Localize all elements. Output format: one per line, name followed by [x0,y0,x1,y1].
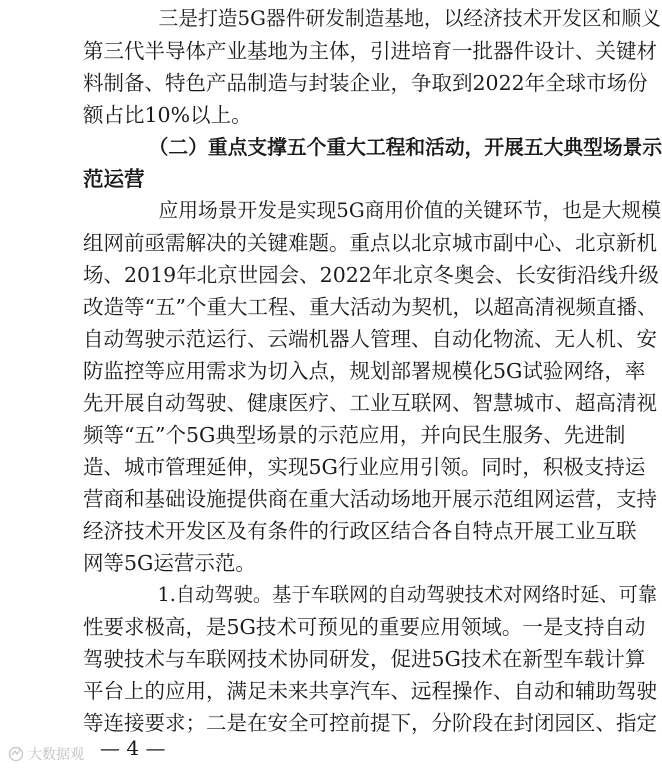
section-heading: （二）重点支撑五个重大工程和活动，开展五大典型场景示 [119,135,662,159]
text-line: 料制备、特色产品制造与封装企业，争取到2022年全球市场份 [83,71,648,95]
text-line: 自动驾驶示范运行、云端机器人管理、自动化物流、无人机、安 [83,327,657,351]
text-line: 驾驶技术与车联网技术协同研发，促进5G技术在新型车载计算 [83,647,646,671]
text-line: 应用场景开发是实现5G商用价值的关键环节，也是大规模 [119,199,661,222]
text-line: 等连接要求；二是在安全可控前提下，分阶段在封闭园区、指定 [83,711,657,735]
text-line: 经济技术开发区及有条件的行政区结合各自特点开展工业互联 [83,519,637,543]
text-line: 额占比10%以上。 [83,103,252,127]
text-line: 营商和基础设施提供商在重大活动场地开展示范组网运营，支持 [83,487,657,511]
section-heading: 范运营 [83,167,145,191]
text-line: 三是打造5G器件研发制造基地，以经济技术开发区和顺义 [119,7,661,30]
text-line: 场、2019年北京世园会、2022年北京冬奥会、长安街沿线升级 [83,263,659,287]
text-line: 防监控等应用需求为切入点，规划部署规模化5G试验网络，率 [83,359,646,383]
text-line: 先开展自动驾驶、健康医疗、工业互联网、智慧城市、超高清视 [83,391,657,415]
text-line: 网等5G运营示范。 [83,551,256,575]
watermark [8,744,84,764]
text-line: 平台上的应用，满足未来共享汽车、远程操作、自动和辅助驾驶 [83,679,657,703]
page-number: — 4 — [100,736,166,760]
text-line: 第三代半导体产业基地为主体，引进培育一批器件设计、关键材 [83,39,657,63]
text-line: 组网前亟需解决的关键难题。重点以北京城市副中心、北京新机 [83,231,657,255]
watermark-logo-icon [8,746,24,762]
text-line: 造、城市管理延伸，实现5G行业应用引领。同时，积极支持运 [83,455,646,479]
watermark-text: 大数据观 [28,747,84,763]
text-line: 频等“五”个5G典型场景的示范应用，并向民生服务、先进制 [83,423,626,447]
text-line: 改造等“五”个重大工程、重大活动为契机，以超高清视频直播、 [83,295,658,319]
text-line: 性要求极高，是5G技术可预见的重要应用领域。一是支持自动 [83,615,646,639]
text-line: 1.自动驾驶。基于车联网的自动驾驶技术对网络时延、可靠 [119,583,658,606]
